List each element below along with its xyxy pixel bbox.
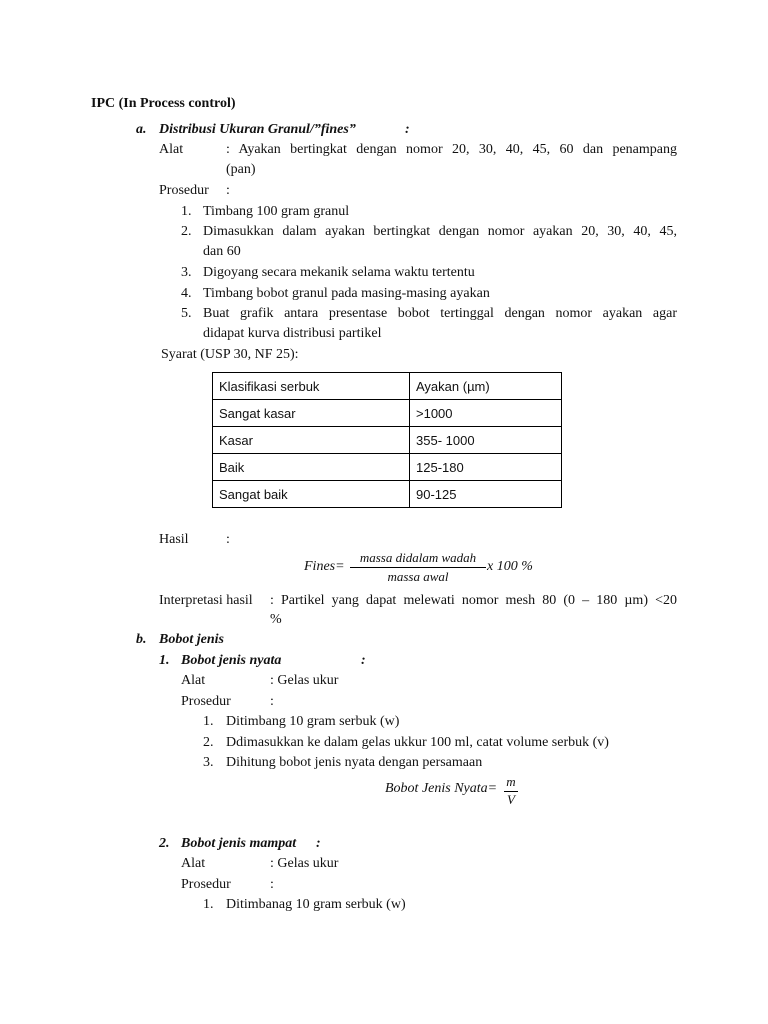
section-a-title-colon: :: [405, 122, 410, 137]
step-text-cont: didapat kurva distribusi partikel: [203, 326, 382, 341]
table-cell: Baik: [213, 454, 410, 481]
interpretasi-label: Interpretasi hasil: [159, 593, 253, 608]
section-a-marker: a.: [136, 122, 147, 137]
fines-formula-denominator: massa awal: [387, 569, 449, 584]
table-row: [213, 427, 562, 454]
hasil-label: Hasil: [159, 532, 189, 547]
step-text: Ditimbanag 10 gram serbuk (w): [226, 897, 406, 912]
prosedur-label: Prosedur: [181, 877, 231, 892]
syarat-label: Syarat (USP 30, NF 25):: [161, 347, 299, 362]
prosedur-colon: :: [270, 877, 274, 892]
section-a-title: Distribusi Ukuran Granul/”fines”: [159, 122, 356, 137]
prosedur-label: Prosedur: [159, 183, 209, 198]
step-number: 3.: [181, 265, 192, 280]
step-text: Dihitung bobot jenis nyata dengan persamaan: [226, 755, 483, 770]
step-text: Dimasukkan dalam ayakan bertingkat dengan nomor ayakan 20, 30, 40, 45,: [203, 224, 677, 239]
table-cell: Sangat kasar: [213, 400, 410, 427]
step-text: Digoyang secara mekanik selama waktu tertentu: [203, 265, 475, 280]
step-number: 1.: [203, 897, 214, 912]
interpretasi-value-cont: %: [270, 612, 282, 627]
table-row: [213, 400, 562, 427]
fines-formula-lhs: Fines=: [304, 559, 345, 574]
step-number: 5.: [181, 306, 192, 321]
table-cell: 125-180: [410, 454, 562, 481]
table-cell: Sangat baik: [213, 481, 410, 508]
step-number: 2.: [203, 735, 214, 750]
density-formula-numerator: m: [506, 774, 516, 789]
subsection-1-marker: 1.: [159, 653, 170, 668]
step-number: 4.: [181, 286, 192, 301]
step-text: Ddimasukkan ke dalam gelas ukkur 100 ml, catat volume serbuk (v): [226, 735, 609, 750]
classification-table: [212, 372, 562, 508]
section-b-marker: b.: [136, 632, 147, 647]
page-title: IPC (In Process control): [91, 96, 236, 111]
step-text: Buat grafik antara presentase bobot tertinggal dengan nomor ayakan agar: [203, 306, 677, 321]
step-text: Ditimbang 10 gram serbuk (w): [226, 714, 400, 729]
alat-value: : Ayakan bertingkat dengan nomor 20, 30, 40, 45, 60 dan penampang: [226, 142, 677, 157]
subsection-1-colon: :: [361, 653, 366, 668]
interpretasi-value: : Partikel yang dapat melewati nomor mesh 80 (0 – 180 µm) <20: [270, 593, 677, 608]
alat-label: Alat: [181, 856, 206, 871]
subsection-2-colon: :: [316, 836, 321, 851]
table-cell: 90-125: [410, 481, 562, 508]
prosedur-colon: :: [226, 183, 230, 198]
step-text: Timbang bobot granul pada masing-masing ayakan: [203, 286, 490, 301]
step-number: 3.: [203, 755, 214, 770]
density-formula-denominator: V: [507, 792, 515, 807]
step-text: Timbang 100 gram granul: [203, 204, 350, 219]
step-text-cont: dan 60: [203, 244, 241, 259]
step-number: 1.: [203, 714, 214, 729]
section-b-title: Bobot jenis: [159, 632, 224, 647]
alat-label: Alat: [181, 673, 206, 688]
fines-formula-tail: x 100 %: [487, 559, 533, 574]
density-formula-lhs: Bobot Jenis Nyata=: [385, 781, 498, 796]
table-header-cell: Klasifikasi serbuk: [213, 373, 410, 400]
table-cell: >1000: [410, 400, 562, 427]
prosedur-label: Prosedur: [181, 694, 231, 709]
alat-label: Alat: [159, 142, 184, 157]
subsection-2-title: Bobot jenis mampat: [181, 836, 297, 851]
step-number: 2.: [181, 224, 192, 239]
table-cell: Kasar: [213, 427, 410, 454]
fraction-line: [350, 567, 486, 568]
table-header-row: [213, 373, 562, 400]
subsection-2-marker: 2.: [159, 836, 170, 851]
alat-value: : Gelas ukur: [270, 856, 339, 871]
prosedur-colon: :: [270, 694, 274, 709]
subsection-1-title: Bobot jenis nyata: [181, 653, 282, 668]
fines-formula-numerator: massa didalam wadah: [359, 550, 477, 565]
alat-value: : Gelas ukur: [270, 673, 339, 688]
alat-value-cont: (pan): [226, 162, 256, 177]
step-number: 1.: [181, 204, 192, 219]
table-cell: 355- 1000: [410, 427, 562, 454]
table-header-cell: Ayakan (µm): [410, 373, 562, 400]
hasil-colon: :: [226, 532, 230, 547]
table-row: [213, 481, 562, 508]
table-row: [213, 454, 562, 481]
